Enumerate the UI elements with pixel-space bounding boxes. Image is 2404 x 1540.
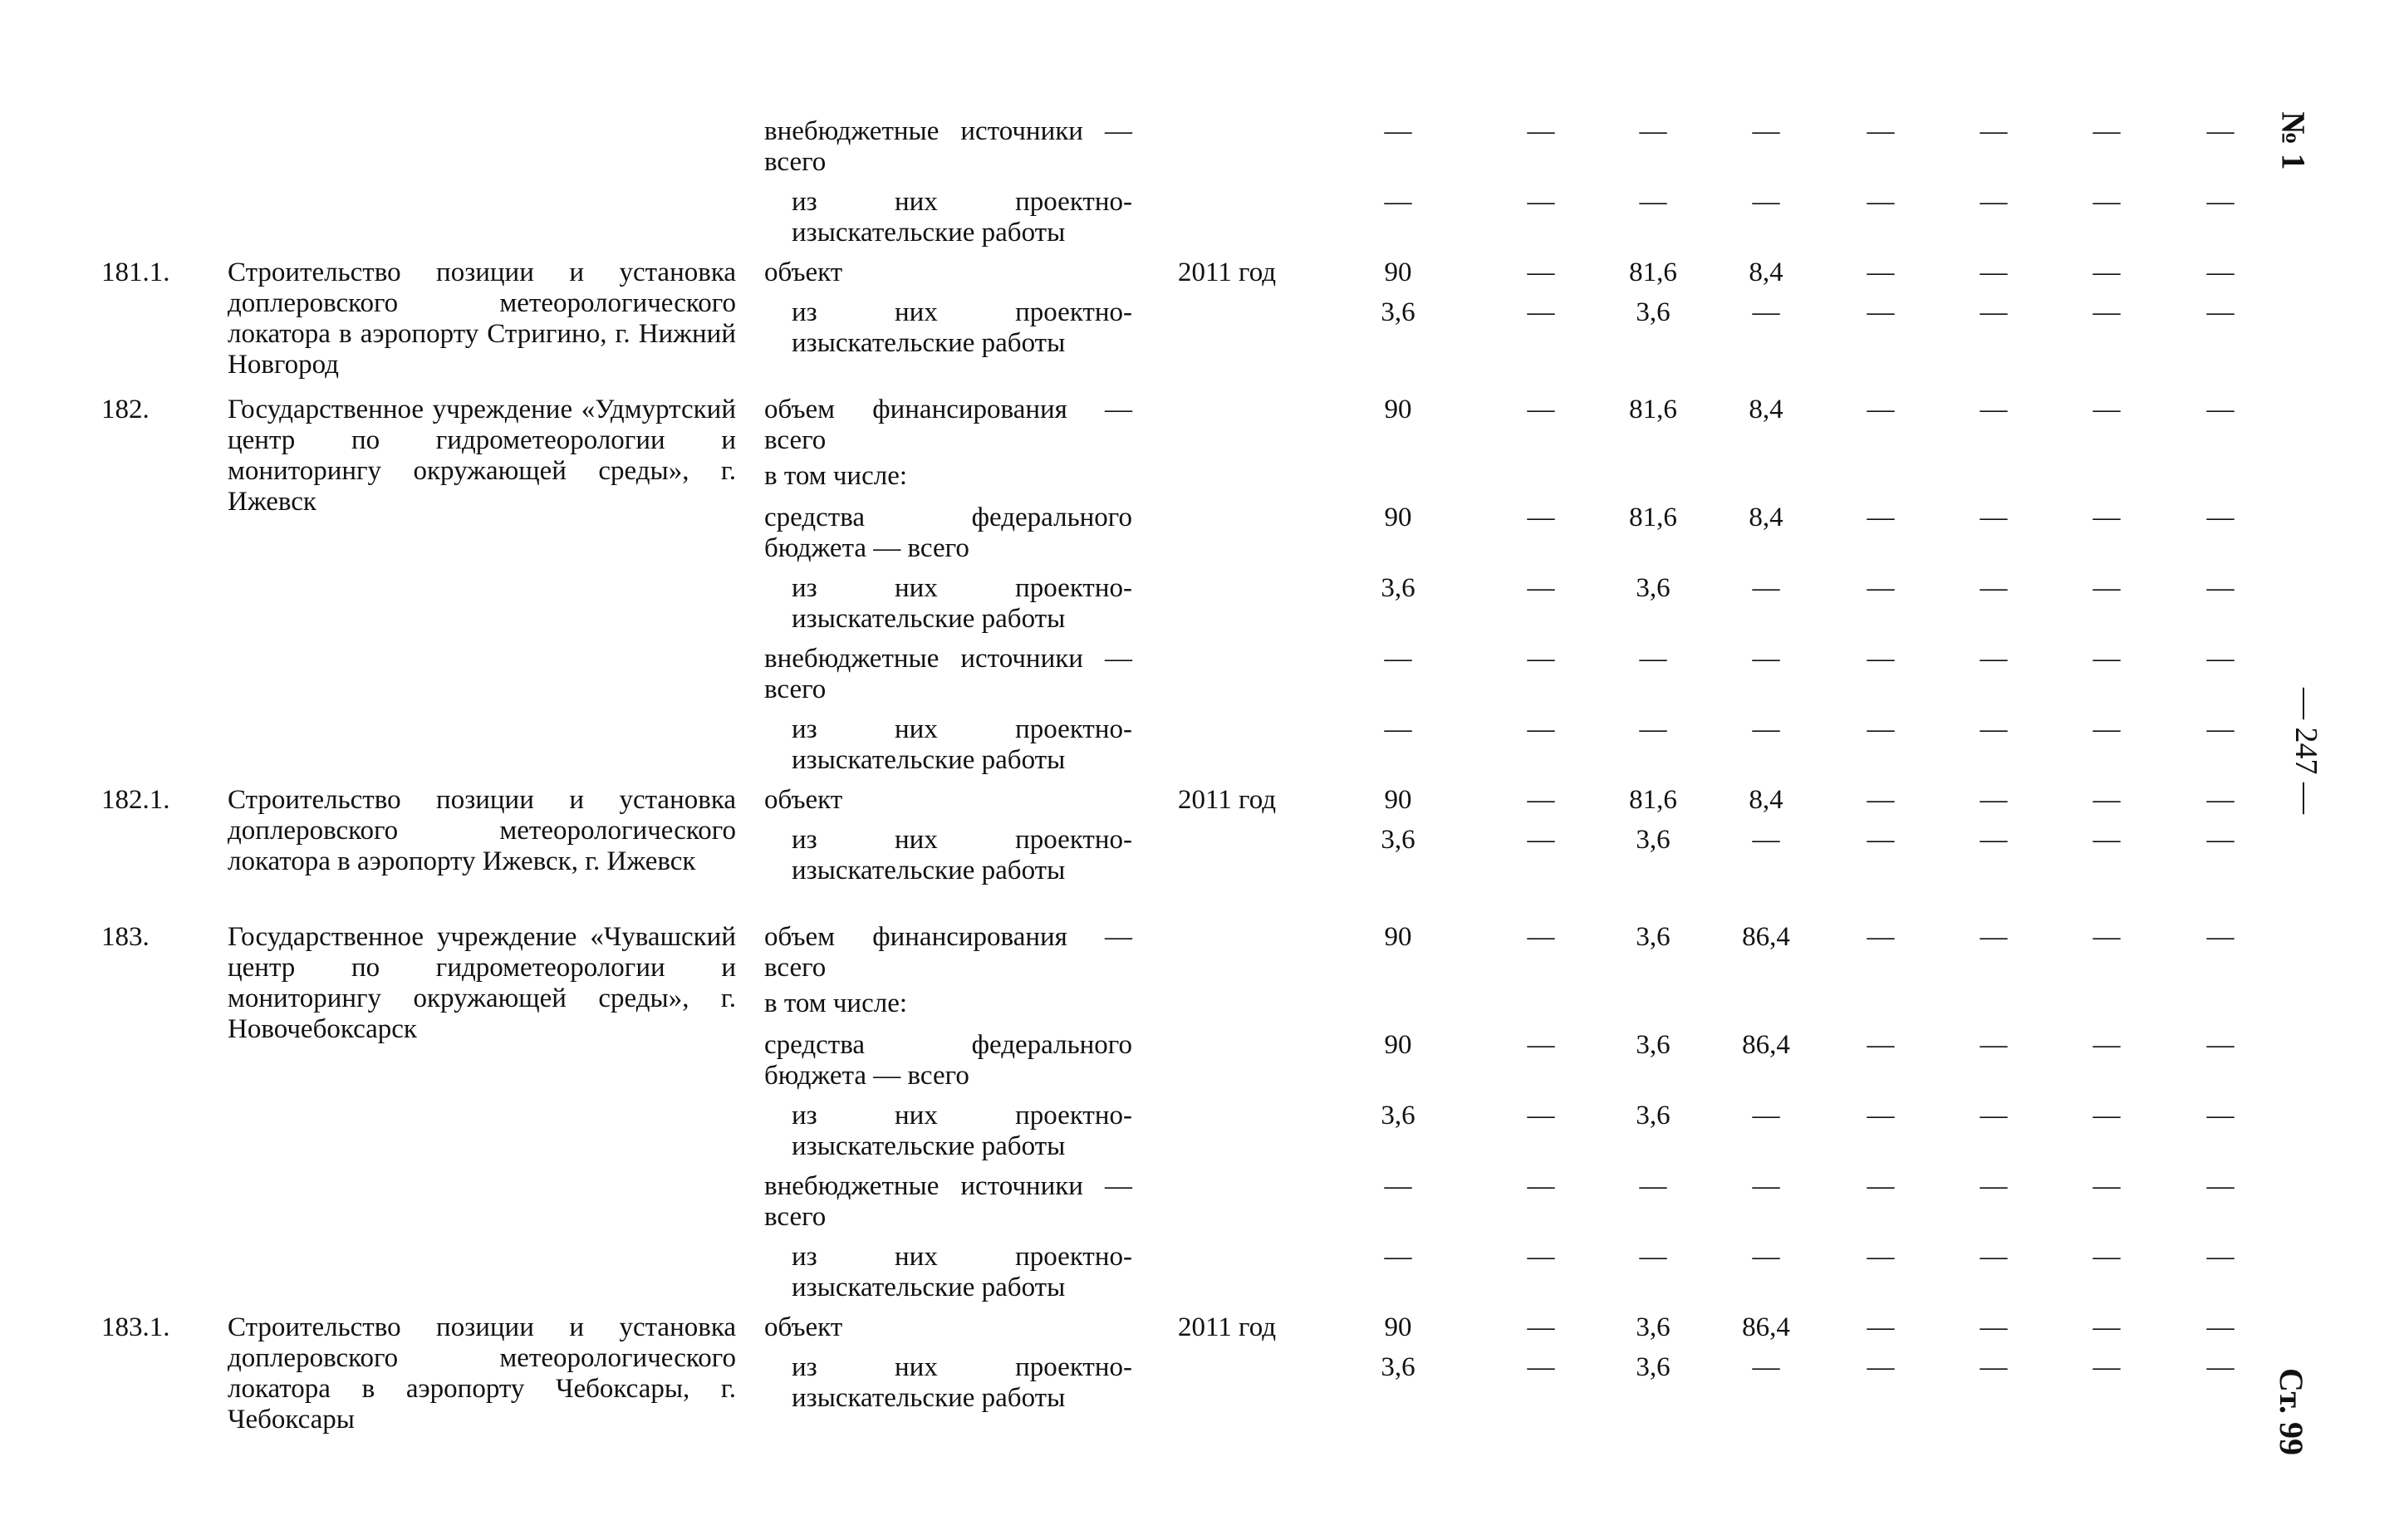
row-type: объект — [764, 1312, 843, 1342]
row-value: — — [1980, 116, 2008, 146]
row-value: — — [1639, 644, 1667, 674]
row-name: Строительство позиции и установка доплеровского метеорологического локатора в аэропорту Стригино, г. Нижний Новгород — [228, 257, 736, 380]
row-value: — — [1384, 714, 1412, 744]
row-value: 81,6 — [1629, 395, 1677, 424]
row-number: 183. — [101, 922, 150, 952]
row-value: — — [2092, 922, 2121, 952]
row-value: — — [1752, 297, 1780, 327]
row-type: объем финансирования — всего — [764, 395, 1132, 455]
row-value: 3,6 — [1636, 297, 1671, 327]
row-value: — — [1527, 1312, 1555, 1342]
row-value: — — [1980, 1030, 2008, 1060]
row-value: — — [1867, 1101, 1895, 1130]
row-value: — — [1752, 1242, 1780, 1272]
row-value: — — [2206, 116, 2235, 146]
row-value: 8,4 — [1749, 785, 1783, 815]
row-value: 3,6 — [1381, 825, 1415, 855]
row-name: Государственное учреждение «Удмуртский центр по гидрометеорологии и мониторингу окружающей среды», г. Ижевск — [228, 395, 736, 517]
row-number: 182. — [101, 395, 150, 424]
row-value: — — [1867, 1030, 1895, 1060]
row-value: — — [1527, 1030, 1555, 1060]
row-value: — — [1867, 257, 1895, 287]
row-value: — — [1752, 116, 1780, 146]
row-value: 3,6 — [1381, 573, 1415, 603]
row-value: — — [2206, 644, 2235, 674]
row-value: 8,4 — [1749, 503, 1783, 532]
row-value: — — [1752, 1171, 1780, 1201]
row-value: 3,6 — [1636, 825, 1671, 855]
row-value: 86,4 — [1742, 922, 1790, 952]
row-value: — — [2206, 297, 2235, 327]
row-value: — — [1867, 1171, 1895, 1201]
article-number: Ст. 99 — [2273, 1368, 2310, 1455]
row-value: — — [1752, 1352, 1780, 1382]
row-value: — — [1527, 395, 1555, 424]
row-value: — — [1867, 1242, 1895, 1272]
row-value: — — [1639, 1171, 1667, 1201]
row-value: — — [1527, 785, 1555, 815]
row-type: средства федерального бюджета — всего — [764, 1030, 1132, 1091]
row-value: — — [1752, 644, 1780, 674]
row-value: — — [1752, 573, 1780, 603]
row-number: 181.1. — [101, 257, 170, 287]
row-type: из них проектно-изыскательские работы — [792, 187, 1132, 248]
row-type: средства федерального бюджета — всего — [764, 503, 1132, 563]
row-value: — — [1867, 825, 1895, 855]
row-value: — — [1527, 714, 1555, 744]
row-value: 3,6 — [1636, 1312, 1671, 1342]
row-value: 8,4 — [1749, 257, 1783, 287]
row-value: — — [2206, 922, 2235, 952]
row-value: — — [2092, 714, 2121, 744]
row-value: — — [1980, 1242, 2008, 1272]
row-value: — — [2206, 1242, 2235, 1272]
row-value: — — [1639, 1242, 1667, 1272]
row-type: объект — [764, 785, 843, 815]
row-value: — — [1527, 297, 1555, 327]
row-type: объект — [764, 257, 843, 287]
row-value: 86,4 — [1742, 1312, 1790, 1342]
row-value: — — [1980, 1352, 2008, 1382]
row-value: — — [1639, 187, 1667, 217]
row-value: — — [1980, 644, 2008, 674]
row-value: — — [1527, 1242, 1555, 1272]
row-value: — — [1980, 1171, 2008, 1201]
row-value: 3,6 — [1636, 1101, 1671, 1130]
row-value: 90 — [1384, 1312, 1412, 1342]
row-value: 3,6 — [1636, 573, 1671, 603]
row-value: 81,6 — [1629, 257, 1677, 287]
row-value: — — [1867, 922, 1895, 952]
row-value: — — [1527, 573, 1555, 603]
row-value: — — [1527, 116, 1555, 146]
row-value: — — [1980, 1101, 2008, 1130]
row-value: — — [1867, 785, 1895, 815]
row-value: — — [1527, 1101, 1555, 1130]
row-value: — — [2092, 825, 2121, 855]
row-value: — — [1384, 1171, 1412, 1201]
row-value: — — [1867, 714, 1895, 744]
row-value: — — [1980, 257, 2008, 287]
row-value: — — [1980, 785, 2008, 815]
row-value: — — [1867, 1312, 1895, 1342]
row-value: — — [2206, 714, 2235, 744]
row-value: 90 — [1384, 1030, 1412, 1060]
row-type: из них проектно-изыскательские работы — [792, 714, 1132, 775]
row-value: — — [1527, 644, 1555, 674]
row-value: — — [2206, 825, 2235, 855]
row-value: — — [1527, 503, 1555, 532]
row-value: — — [1867, 116, 1895, 146]
row-type: из них проектно-изыскательские работы — [792, 1101, 1132, 1161]
row-value: 90 — [1384, 922, 1412, 952]
row-value: — — [2092, 1171, 2121, 1201]
row-value: — — [2092, 1312, 2121, 1342]
row-value: — — [1384, 187, 1412, 217]
row-type: из них проектно-изыскательские работы — [792, 297, 1132, 358]
row-value: 3,6 — [1381, 1101, 1415, 1130]
row-type: внебюджетные источники — всего — [764, 644, 1132, 704]
issue-number: № 1 — [2274, 111, 2313, 170]
row-value: — — [1980, 395, 2008, 424]
row-name: Строительство позиции и установка доплеровского метеорологического локатора в аэропорту Ижевск, г. Ижевск — [228, 785, 736, 876]
row-value: 90 — [1384, 395, 1412, 424]
row-value: — — [2092, 573, 2121, 603]
row-value: — — [2206, 1171, 2235, 1201]
row-value: — — [1527, 257, 1555, 287]
row-type: объем финансирования — всего — [764, 922, 1132, 983]
row-type: из них проектно-изыскательские работы — [792, 1242, 1132, 1302]
row-value: — — [1527, 1352, 1555, 1382]
row-value: — — [2092, 187, 2121, 217]
row-type: в том числе: — [764, 461, 908, 491]
row-value: 3,6 — [1636, 922, 1671, 952]
row-value: — — [2092, 1242, 2121, 1272]
row-year: 2011 год — [1178, 1312, 1277, 1342]
row-value: — — [1867, 297, 1895, 327]
row-value: — — [1384, 116, 1412, 146]
row-value: — — [2092, 257, 2121, 287]
row-value: — — [1752, 187, 1780, 217]
row-value: — — [2092, 395, 2121, 424]
row-value: — — [2206, 1352, 2235, 1382]
row-value: — — [1639, 116, 1667, 146]
row-value: — — [2092, 116, 2121, 146]
row-value: — — [2092, 1352, 2121, 1382]
row-value: — — [1980, 187, 2008, 217]
row-value: — — [2092, 644, 2121, 674]
row-value: — — [1867, 395, 1895, 424]
row-value: — — [1527, 922, 1555, 952]
row-value: — — [2092, 297, 2121, 327]
row-value: — — [1867, 503, 1895, 532]
row-value: 8,4 — [1749, 395, 1783, 424]
row-value: — — [2206, 257, 2235, 287]
row-value: — — [1752, 1101, 1780, 1130]
row-value: — — [2206, 187, 2235, 217]
row-value: 3,6 — [1636, 1030, 1671, 1060]
row-year: 2011 год — [1178, 785, 1277, 815]
row-value: — — [1980, 1312, 2008, 1342]
row-value: — — [1752, 825, 1780, 855]
row-year: 2011 год — [1178, 257, 1277, 287]
row-number: 182.1. — [101, 785, 170, 815]
row-value: — — [1639, 714, 1667, 744]
row-value: — — [1980, 573, 2008, 603]
row-value: — — [2206, 785, 2235, 815]
row-value: — — [1980, 714, 2008, 744]
row-value: — — [2206, 503, 2235, 532]
row-value: — — [1527, 1171, 1555, 1201]
row-value: — — [1867, 1352, 1895, 1382]
row-value: — — [2092, 1030, 2121, 1060]
row-value: — — [1980, 922, 2008, 952]
row-value: — — [1384, 1242, 1412, 1272]
row-value: 90 — [1384, 785, 1412, 815]
row-value: 90 — [1384, 503, 1412, 532]
row-value: 3,6 — [1381, 297, 1415, 327]
row-value: — — [2206, 395, 2235, 424]
row-value: 90 — [1384, 257, 1412, 287]
row-value: 81,6 — [1629, 785, 1677, 815]
row-name: Государственное учреждение «Чувашский центр по гидрометеорологии и мониторингу окружающей среды», г. Новочебоксарск — [228, 922, 736, 1044]
row-value: — — [1527, 187, 1555, 217]
row-name: Строительство позиции и установка доплеровского метеорологического локатора в аэропорту Чебоксары, г. Чебоксары — [228, 1312, 736, 1435]
row-value: — — [2206, 1312, 2235, 1342]
row-value: — — [2092, 503, 2121, 532]
row-type: внебюджетные источники — всего — [764, 116, 1132, 177]
row-type: из них проектно-изыскательские работы — [792, 573, 1132, 634]
row-value: — — [1980, 825, 2008, 855]
row-number: 183.1. — [101, 1312, 170, 1342]
row-value: — — [1980, 503, 2008, 532]
row-value: — — [1867, 573, 1895, 603]
row-type: внебюджетные источники — всего — [764, 1171, 1132, 1232]
row-value: — — [1867, 644, 1895, 674]
row-value: — — [2206, 573, 2235, 603]
row-value: 86,4 — [1742, 1030, 1790, 1060]
row-value: — — [2092, 1101, 2121, 1130]
row-value: 3,6 — [1381, 1352, 1415, 1382]
row-value: — — [1752, 714, 1780, 744]
row-value: — — [2092, 785, 2121, 815]
row-type: из них проектно-изыскательские работы — [792, 1352, 1132, 1413]
row-type: в том числе: — [764, 988, 908, 1018]
row-value: 3,6 — [1636, 1352, 1671, 1382]
row-value: 81,6 — [1629, 503, 1677, 532]
page-number: — 247 — — [2289, 688, 2323, 814]
row-value: — — [2206, 1101, 2235, 1130]
row-value: — — [1384, 644, 1412, 674]
row-type: из них проектно-изыскательские работы — [792, 825, 1132, 885]
row-value: — — [2206, 1030, 2235, 1060]
row-value: — — [1867, 187, 1895, 217]
row-value: — — [1980, 297, 2008, 327]
row-value: — — [1527, 825, 1555, 855]
